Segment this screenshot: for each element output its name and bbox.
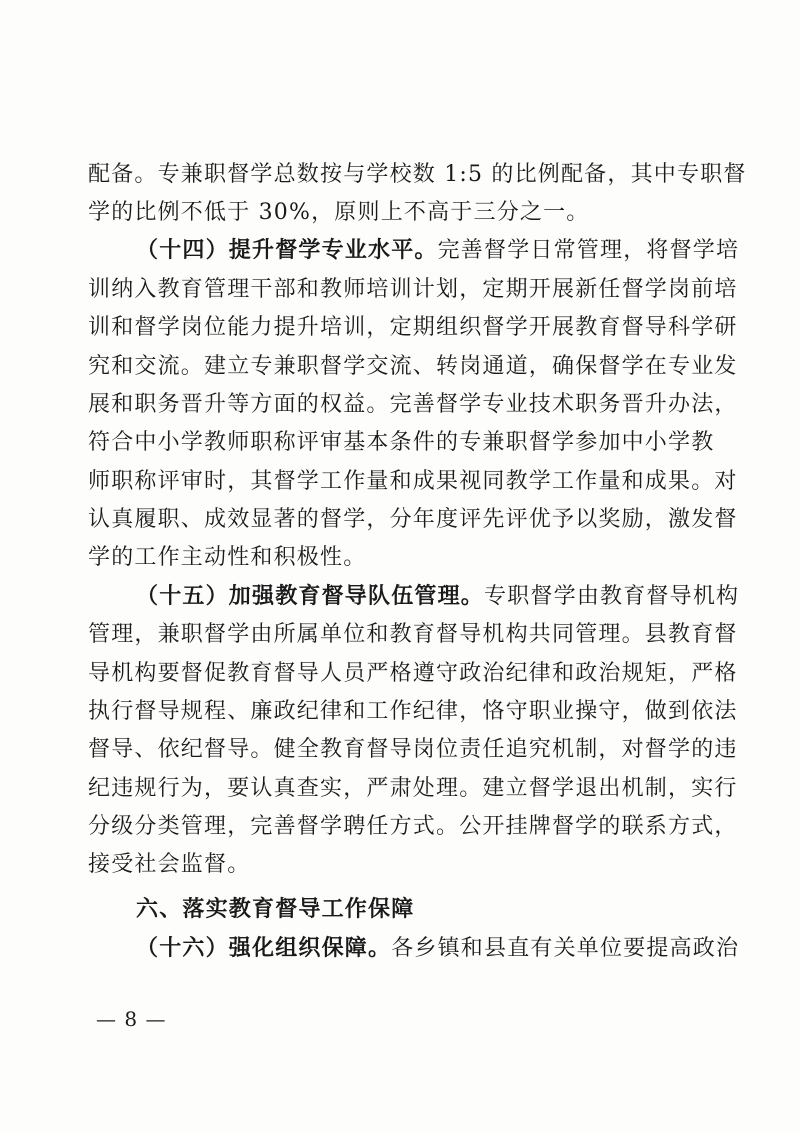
text-line: 学的工作主动性和积极性。 [88, 545, 367, 570]
text-line: 师职称评审时，其督学工作量和成果视同教学工作量和成果。对 [88, 469, 738, 494]
text-line: 学的比例不低于 30%，原则上不高于三分之一。 [88, 200, 590, 225]
text-line: 分级分类管理，完善督学聘任方式。公开挂牌督学的联系方式， [88, 814, 738, 839]
text-line: 管理，兼职督学由所属单位和教育督导机构共同管理。县教育督 [88, 622, 738, 647]
text-line: 纪违规行为，要认真查实，严肃处理。建立督学退出机制，实行 [88, 776, 738, 801]
text-line: 符合中小学教师职称评审基本条件的专兼职督学参加中小学教 [88, 430, 715, 455]
paragraph-14-title: （十四）提升督学专业水平。 [136, 238, 438, 263]
text-line: 训和督学岗位能力提升培训，定期组织督学开展教育督导科学研 [88, 315, 738, 340]
paragraph-15-title: （十五）加强教育督导队伍管理。 [136, 584, 485, 609]
paragraph-15-text: 专职督学由教育督导机构 [484, 584, 740, 609]
text-line: 督导、依纪督导。健全教育督导岗位责任追究机制，对督学的违 [88, 737, 738, 762]
paragraph-16-title: （十六）强化组织保障。 [136, 936, 392, 961]
text-line: 究和交流。建立专兼职督学交流、转岗通道，确保督学在专业发 [88, 354, 738, 379]
section-6-heading: 六、落实教育督导工作保障 [136, 897, 415, 922]
paragraph-15-first-line [136, 582, 739, 612]
paragraph-14-first-line [136, 236, 739, 266]
paragraph-16-first-line [136, 934, 739, 964]
text-line: 展和职务晋升等方面的权益。完善督学专业技术职务晋升办法， [88, 392, 738, 417]
paragraph-16-text: 各乡镇和县直有关单位要提高政治 [391, 936, 740, 961]
text-line: 配备。专兼职督学总数按与学校数 1:5 的比例配备，其中专职督 [88, 162, 747, 187]
page-number: — 8 — [96, 1007, 167, 1031]
text-line: 认真履职、成效显著的督学，分年度评先评优予以奖励，激发督 [88, 507, 738, 532]
paragraph-14-text: 完善督学日常管理，将督学培 [437, 238, 740, 263]
text-line: 导机构要督促教育督导人员严格遵守政治纪律和政治规矩，严格 [88, 661, 738, 686]
text-line: 执行督导规程、廉政纪律和工作纪律，恪守职业操守，做到依法 [88, 699, 738, 724]
text-line: 接受社会监督。 [88, 852, 251, 877]
text-line: 训纳入教育管理干部和教师培训计划，定期开展新任督学岗前培 [88, 277, 738, 302]
